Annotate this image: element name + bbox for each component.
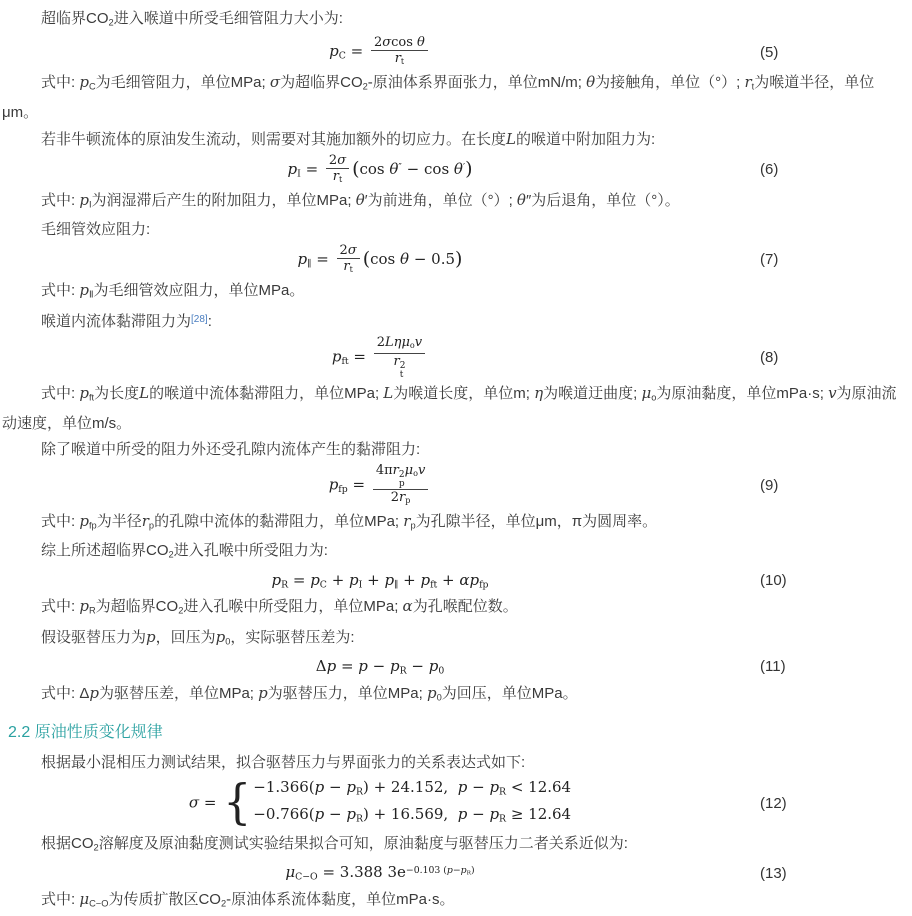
para-eq12-intro: 根据最小混相压力测试结果，拟合驱替压力与界面张力的关系表达式如下: [41,754,526,772]
equation-number: (8) [760,349,779,367]
equation-6 [0,153,800,187]
para-eq9-intro: 除了喉道中所受的阻力外还受孔隙内流体产生的黏滞阻力: [41,440,421,458]
equation-formula: $\mu_{C-O} = 3.388$ $3e^{-0.103 (p-p_R)}$ [285,863,475,883]
note-eq7: 式中: $p_Ⅱ$为毛细管效应阻力，单位MPa。 [41,280,305,300]
equation-number: (6) [760,161,779,179]
equation-number: (9) [760,476,779,494]
equation-7 [0,243,800,277]
equation-number: (11) [760,658,786,676]
document-body [0,6,912,916]
equation-number: (5) [760,43,779,61]
equation-formula: $p_R = p_C + p_I + p_\parallel + p_{ft} + \alpha p_{fp}$ [271,570,489,590]
note-eq10: 式中: $p_R$为超临界$CO_2$进入孔喉中所受阻力，单位MPa; α为孔喉配位数。 [41,597,518,616]
equation-formula: $p_C$ = $\frac{\text{2σcos θ}}{r_t}$ [0,35,760,69]
equation-13 [0,860,800,886]
note-eq9: 式中: $p_{fp}$为半径$r_p$的孔隙中流体的黏滞阻力，单位MPa; $r_p$为孔隙半径，单位μm，π为圆周率。 [41,511,658,530]
equation-number: (12) [760,794,787,812]
para-eq5-intro: 超临界$CO_2$进入喉道中所受毛细管阻力大小为: [41,10,343,28]
equation-8 [0,335,800,380]
reference-link-28[interactable]: [28] [191,314,208,326]
equation-number: (10) [760,571,787,589]
equation-formula: $p_{fp}$ = 4πr 2 p $\mu_ov$ $2r_p$ [0,463,760,508]
equation-5 [0,35,800,69]
equation-formula: σ = { $-1.366(p - p_R) + 24.152$, $p - p_R < 12.64$ $-0.766(p - p_R) + 16.569$, $p - p_R \ge 12.64$ [188,775,572,831]
note-eq13: 式中: $\mu_{C-O}$为传质扩散区$CO_2-$原油体系流体黏度，单位mPa·s。 [41,890,455,909]
note-eq5: 式中: $p_C$为毛细管阻力，单位MPa; σ为超临界$CO_2-$原油体系界面张力，单位mN/m; θ为接触角，单位（°）; $r_t$为喉道半径，单位μm。 [2,73,875,121]
note-eq11: 式中: Δp为驱替压差，单位MPa; p为驱替压力，单位MPa; $p_0$为回压，单位MPa。 [41,683,578,703]
para-eq10-intro: 综上所述超临界$CO_2$进入孔喉中所受阻力为: [41,541,328,560]
equation-11 [0,654,800,680]
equation-formula: $p_{ft}$ = 2Lημ$_o$v r 2 t [0,335,760,380]
equation-formula: $\Delta p = p - p_R - p_0$ [315,657,445,677]
note-eq8: 式中: $p_{ft}$为长度L的喉道中流体黏滞阻力，单位MPa; L为喉道长度，单位m; η为喉道迂曲度; $\mu_o$为原油黏度，单位mPa·s; v为原油流动速度，单位m/s。 [2,384,897,432]
equation-formula: $p_I$ = $\frac{2\sigma}{r_t}$ (cos θ″ − cos θ′) [287,152,473,184]
para-eq11-intro: 假设驱替压力为p，回压为$p_0$，实际驱替压差为: [41,627,355,646]
equation-number: (13) [760,864,787,882]
para-eq6-intro: 若非牛顿流体的原油发生流动，则需要对其施加额外的切应力。在长度L的喉道中附加阻力为: [41,129,656,148]
para-eq8-intro: 喉道内流体黏滞阻力为[28]: [41,313,212,331]
equation-9 [0,463,800,508]
equation-10 [0,567,800,593]
note-eq6: 式中: $p_I$为润湿滞后产生的附加阻力，单位MPa; θ′为前进角，单位（°）; θ″为后退角，单位（°）。 [41,190,680,209]
para-eq7-intro: 毛细管效应阻力: [41,220,151,238]
equation-12 [0,776,800,831]
equation-formula: $p_\parallel$ = $\frac{2\sigma}{r_t}$ (cos θ − 0.5) [297,242,463,274]
equation-number: (7) [760,251,779,269]
section-heading-2-2: 2.2 原油性质变化规律 [8,724,163,742]
para-eq13-intro: 根据$CO_2$溶解度及原油黏度测试实验结果拟合可知，原油黏度与驱替压力二者关系近似为: [41,834,628,853]
